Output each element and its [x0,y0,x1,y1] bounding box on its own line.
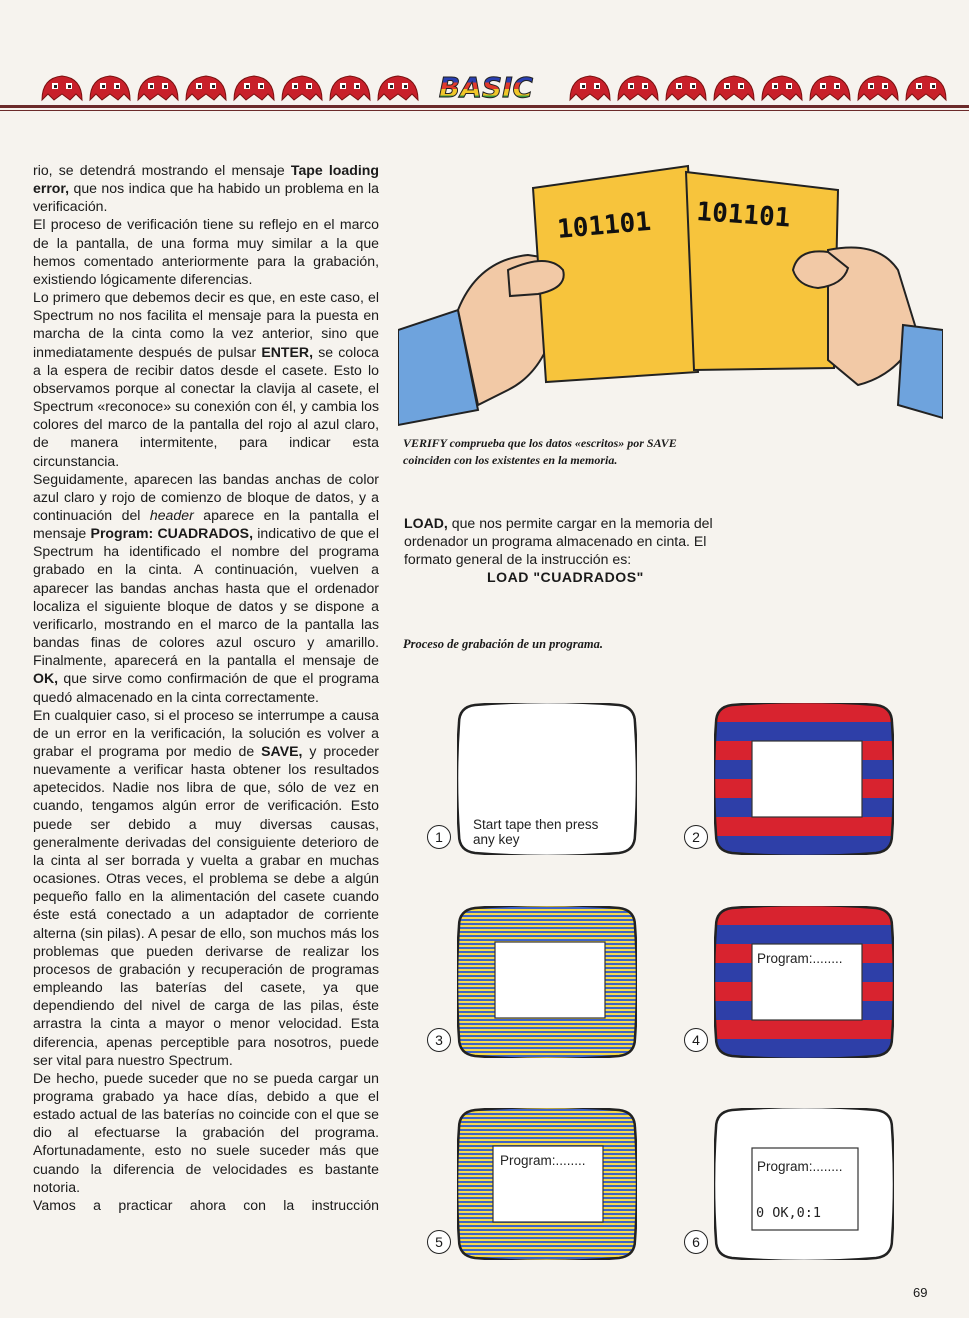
ghost-ornament-icon [230,70,278,102]
load-command: LOAD "CUADRADOS" [487,569,644,585]
text-run: Lo primero que debemos decir es que, en este caso, el Spectrum no nos facilita el mensaje para la puesta en marcha de la cinta como la vez anterior, sino que inmediatamente después de pulsar [33,289,379,360]
tv-screen-3 [457,906,637,1058]
italic-term: header [149,506,194,523]
text-run: De hecho, puede suceder que no se pueda cargar un programa grabado ya hace días, debido a que el estado actual de las baterías no coincide con el que se dio al efectuarse la grabación del programa. Afortunadamente, esto no suele suceder más que cuando la diferencia de velocidades es bastante notoria. [33,1069,379,1195]
text-run: se coloca a la espera de recibir datos desde el casete. Esto lo observamos porque al conectar la clavija al casete, el Spectrum «reconoce» su conexión con él, y cambia los colores del marco de la pantalla del rojo al azul claro, de manera intermitente, para indicar esta circunstancia. [33,343,379,469]
text-run: En cualquier caso, si el proceso se interrumpe a causa de un error en la verificación, la solución es volver a grabar el programa por medio de [33,706,379,759]
paragraph [33,470,379,706]
program-label: Program:........ [757,1159,843,1174]
screen-number-badge: 4 [684,1028,708,1052]
text-run: Vamos a practicar ahora con la instrucción [33,1196,379,1213]
header-rule-thin [0,110,969,111]
ghost-ornament-icon [566,70,614,102]
load-keyword: LOAD, [404,515,448,531]
load-text: que nos permite cargar en la memoria del ordenador un programa almacenado en cinta. El formato general de la instrucción es: [404,515,713,567]
ghost-ornament-icon [134,70,182,102]
program-label: Program:........ [500,1153,586,1168]
paragraph [33,1069,379,1196]
left-text-column [33,161,379,1214]
bold-term: SAVE, [261,743,303,759]
paragraph [33,706,379,1069]
left-card-code: 101101 [555,206,653,245]
ghost-ornament-icon [854,70,902,102]
right-card-code: 101101 [695,197,792,234]
load-description [404,514,754,568]
tv-screen-4 [714,906,894,1058]
ghost-ornament-icon [710,70,758,102]
ghost-ornament-icon [806,70,854,102]
illustration-caption-line1: VERIFY comprueba que los datos «escritos» por SAVE [403,436,677,450]
ghost-ornament-icon [758,70,806,102]
ghost-ornament-icon [326,70,374,102]
paragraph [33,215,379,288]
text-run: indicativo de que el Spectrum ha identificado el nombre del programa grabado en la cinta. A continuación, vuelven a aparecer las bandas anchas hasta que el ordenador localiza el siguiente bloque de datos y se dispone a verificarlo, mostrando en el marco de la pantalla las bandas finas de colores azul oscuro y amarillo. Finalmente, aparecerá en la pantalla el mensaje de [33,525,379,669]
page-number: 69 [913,1285,928,1300]
tv-screen-2 [714,703,894,855]
bold-term: OK, [33,670,59,687]
screen-number-badge: 2 [684,825,708,849]
screen-number-badge: 5 [427,1230,451,1254]
screen-message: any key [473,832,520,847]
right-sleeve [898,325,943,418]
text-run: y proceder nuevamente a verificar hasta obtener los resultados apetecidos. Nadie nos libra de que, sólo de vez en cuando, tengamos algún error de verificación. Esto puede ser debido a muy diversas causas, generalmente derivadas del consiguiente deterioro de la cinta al ser borrada y vuelta a grabar en muchas ocasiones. Otras veces, el problema se debe a algún pequeño fallo en la alimentación del casete cuando éste está conectado a un adaptador de corriente alterna (sin pilas). A pesar de ello, son muchos más los problemas que pueden derivarse de realizar los procesos de grabación y recuperación de programas empleando las baterías del casete, ya que dependiendo del nivel de carga de las pilas, éste arrastra la cinta a mayor o menor velocidad. Esta diferencia, apenas perceptible para nosotros, puede ser vital para nuestro Spectrum. [33,743,379,1068]
paragraph [33,1196,379,1214]
ghost-ornament-icon [374,70,422,102]
bold-term: ENTER, [261,343,314,360]
ghost-ornament-icon [278,70,326,102]
screen-number-badge: 3 [427,1028,451,1052]
illustration-caption-line2: coinciden con los existentes en la memoria. [403,453,618,467]
text-run: que sirve como confirmación de que el programa quedó almacenado en la cinta correctamente. [33,670,379,705]
tv-screen-5 [457,1108,637,1260]
screen-number-badge: 1 [427,825,451,849]
verify-illustration [398,160,943,430]
paragraph [33,161,379,215]
ghost-ornament-icon [86,70,134,102]
paragraph [33,288,379,470]
text-run: que nos indica que ha habido un problema en la verificación. [33,180,379,215]
ghost-ornament-icon [614,70,662,102]
ghost-ornament-icon [902,70,950,102]
ghost-ornament-icon [662,70,710,102]
text-run: aparece en la pantalla el mensaje [33,506,379,542]
text-run: El proceso de verificación tiene su reflejo en el marco de la pantalla, de una forma muy similar a la que hemos comentado anteriormente para la grabación, existiendo lógicamente diferencias. [33,216,379,287]
text-run: Seguidamente, aparecen las bandas anchas de color azul claro y rojo de comienzo de bloque de datos, y a continuación del [33,470,379,523]
basic-logo [436,70,536,104]
header-rule [0,105,969,108]
figure-caption: Proceso de grabación de un programa. [403,637,603,651]
screen-number-badge: 6 [684,1230,708,1254]
bold-term: Program: CUADRADOS, [90,525,253,542]
basic-logo-text: BASIC [438,71,534,104]
ghost-ornament-icon [38,70,86,102]
program-label: Program:........ [757,951,843,966]
ok-status: 0 OK,0:1 [756,1205,822,1221]
bold-term: Tape loading error, [33,162,379,197]
ghost-ornament-icon [182,70,230,102]
tv-screen-6 [714,1108,894,1260]
screen-message: Start tape then press [473,817,599,832]
text-run: rio, se detendrá mostrando el mensaje [33,162,291,178]
